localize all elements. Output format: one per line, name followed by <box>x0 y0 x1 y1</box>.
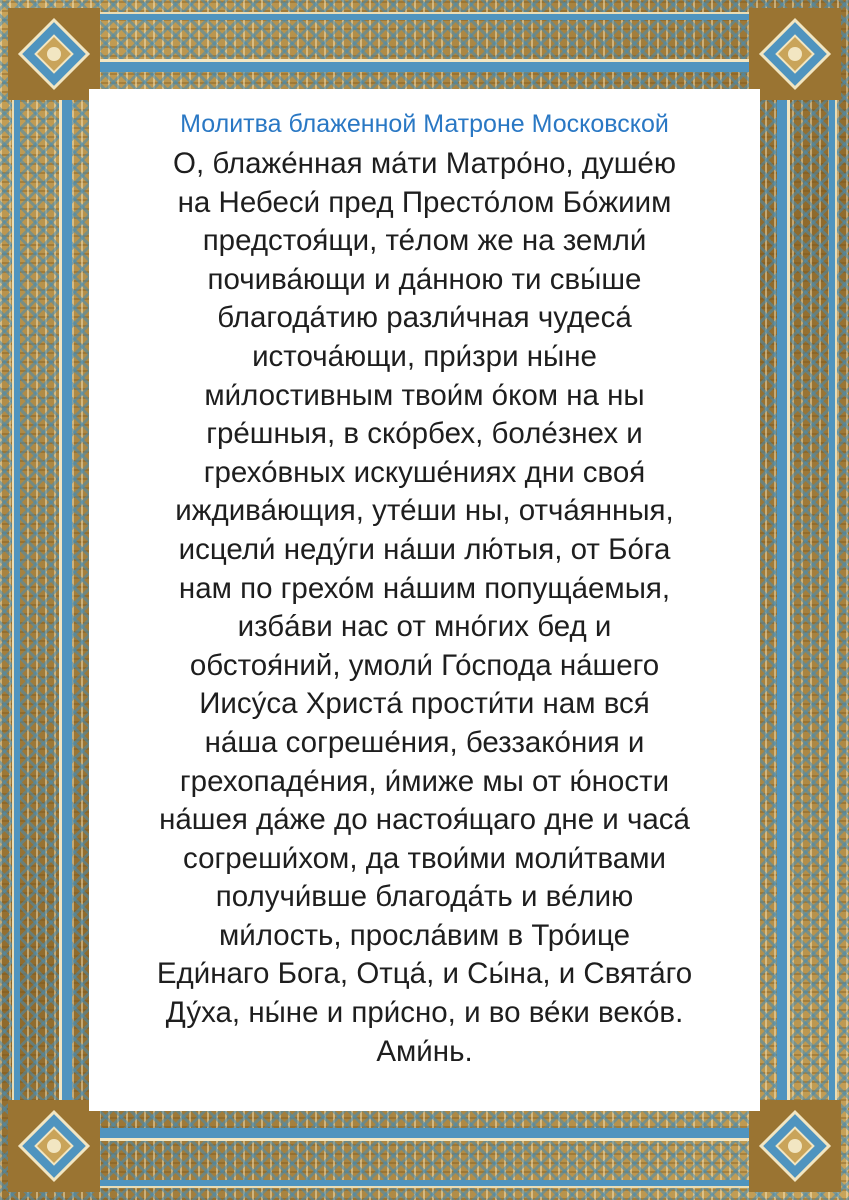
prayer-title: Молитва блаженной Матроне Московской <box>180 110 669 138</box>
prayer-line: нам по грехо́м на́шим попуща́емыя, <box>178 571 671 605</box>
prayer-line: благода́тию разли́чная чудеса́ <box>217 301 632 335</box>
prayer-line: грехо́вных искуше́ниях дни своя́ <box>203 455 646 489</box>
prayer-line: Еди́наго Бога, Отца́, и Сы́на, и Свята́го <box>156 957 693 991</box>
prayer-line: гре́шныя, в ско́рбех, боле́знех и <box>206 417 643 451</box>
prayer-line: Ду́ха, ны́не и при́сно, и во ве́ки веко́в. <box>165 996 684 1030</box>
prayer-line: избáви нас от мно́гих бед и <box>237 610 612 644</box>
prayer-line: на́ша согреше́ния, беззако́ния и <box>204 725 645 759</box>
prayer-line: на Небеси́ пред Престо́лом Бо́жиим <box>177 185 672 219</box>
prayer-line: исцели́ неду́ги на́ши лю́тыя, от Бо́га <box>178 532 671 566</box>
corner-ornament-icon <box>8 8 100 100</box>
prayer-line: почива́ющи и да́нною ти свы́ше <box>207 262 642 296</box>
prayer-line: источа́ющи, при́зри ны́не <box>252 339 597 373</box>
corner-ornament-icon <box>749 8 841 100</box>
prayer-line: на́шея да́же до настоя́щаго дне и часа́ <box>159 803 690 837</box>
prayer-line: иждива́ющия, уте́ши ны, отча́янныя, <box>175 494 674 528</box>
prayer-line: получи́вше благода́ть и ве́лию <box>215 880 634 914</box>
prayer-line: грехопаде́ния, и́миже мы от ю́ности <box>179 764 670 798</box>
prayer-line: согреши́хом, да твои́ми моли́твами <box>183 841 666 875</box>
prayer-line: ми́лостивным твои́м о́ком на ны <box>204 378 645 412</box>
prayer-line: ми́лость, просла́вим в Тро́ице <box>218 918 630 952</box>
prayer-text <box>107 145 742 1071</box>
prayer-line: Иису́са Христа́ прости́ти нам вся́ <box>199 687 650 721</box>
prayer-line: О, блаже́нная ма́ти Матро́но, душе́ю <box>173 147 676 180</box>
corner-ornament-icon <box>8 1100 100 1192</box>
corner-ornament-icon <box>749 1100 841 1192</box>
prayer-line: обстоя́ний, умоли́ Го́спода на́шего <box>189 648 660 682</box>
prayer-line: предстоя́щи, те́лом же на земли́ <box>202 224 647 258</box>
prayer-line: Ами́нь. <box>376 1034 473 1068</box>
prayer-panel <box>89 89 760 1111</box>
